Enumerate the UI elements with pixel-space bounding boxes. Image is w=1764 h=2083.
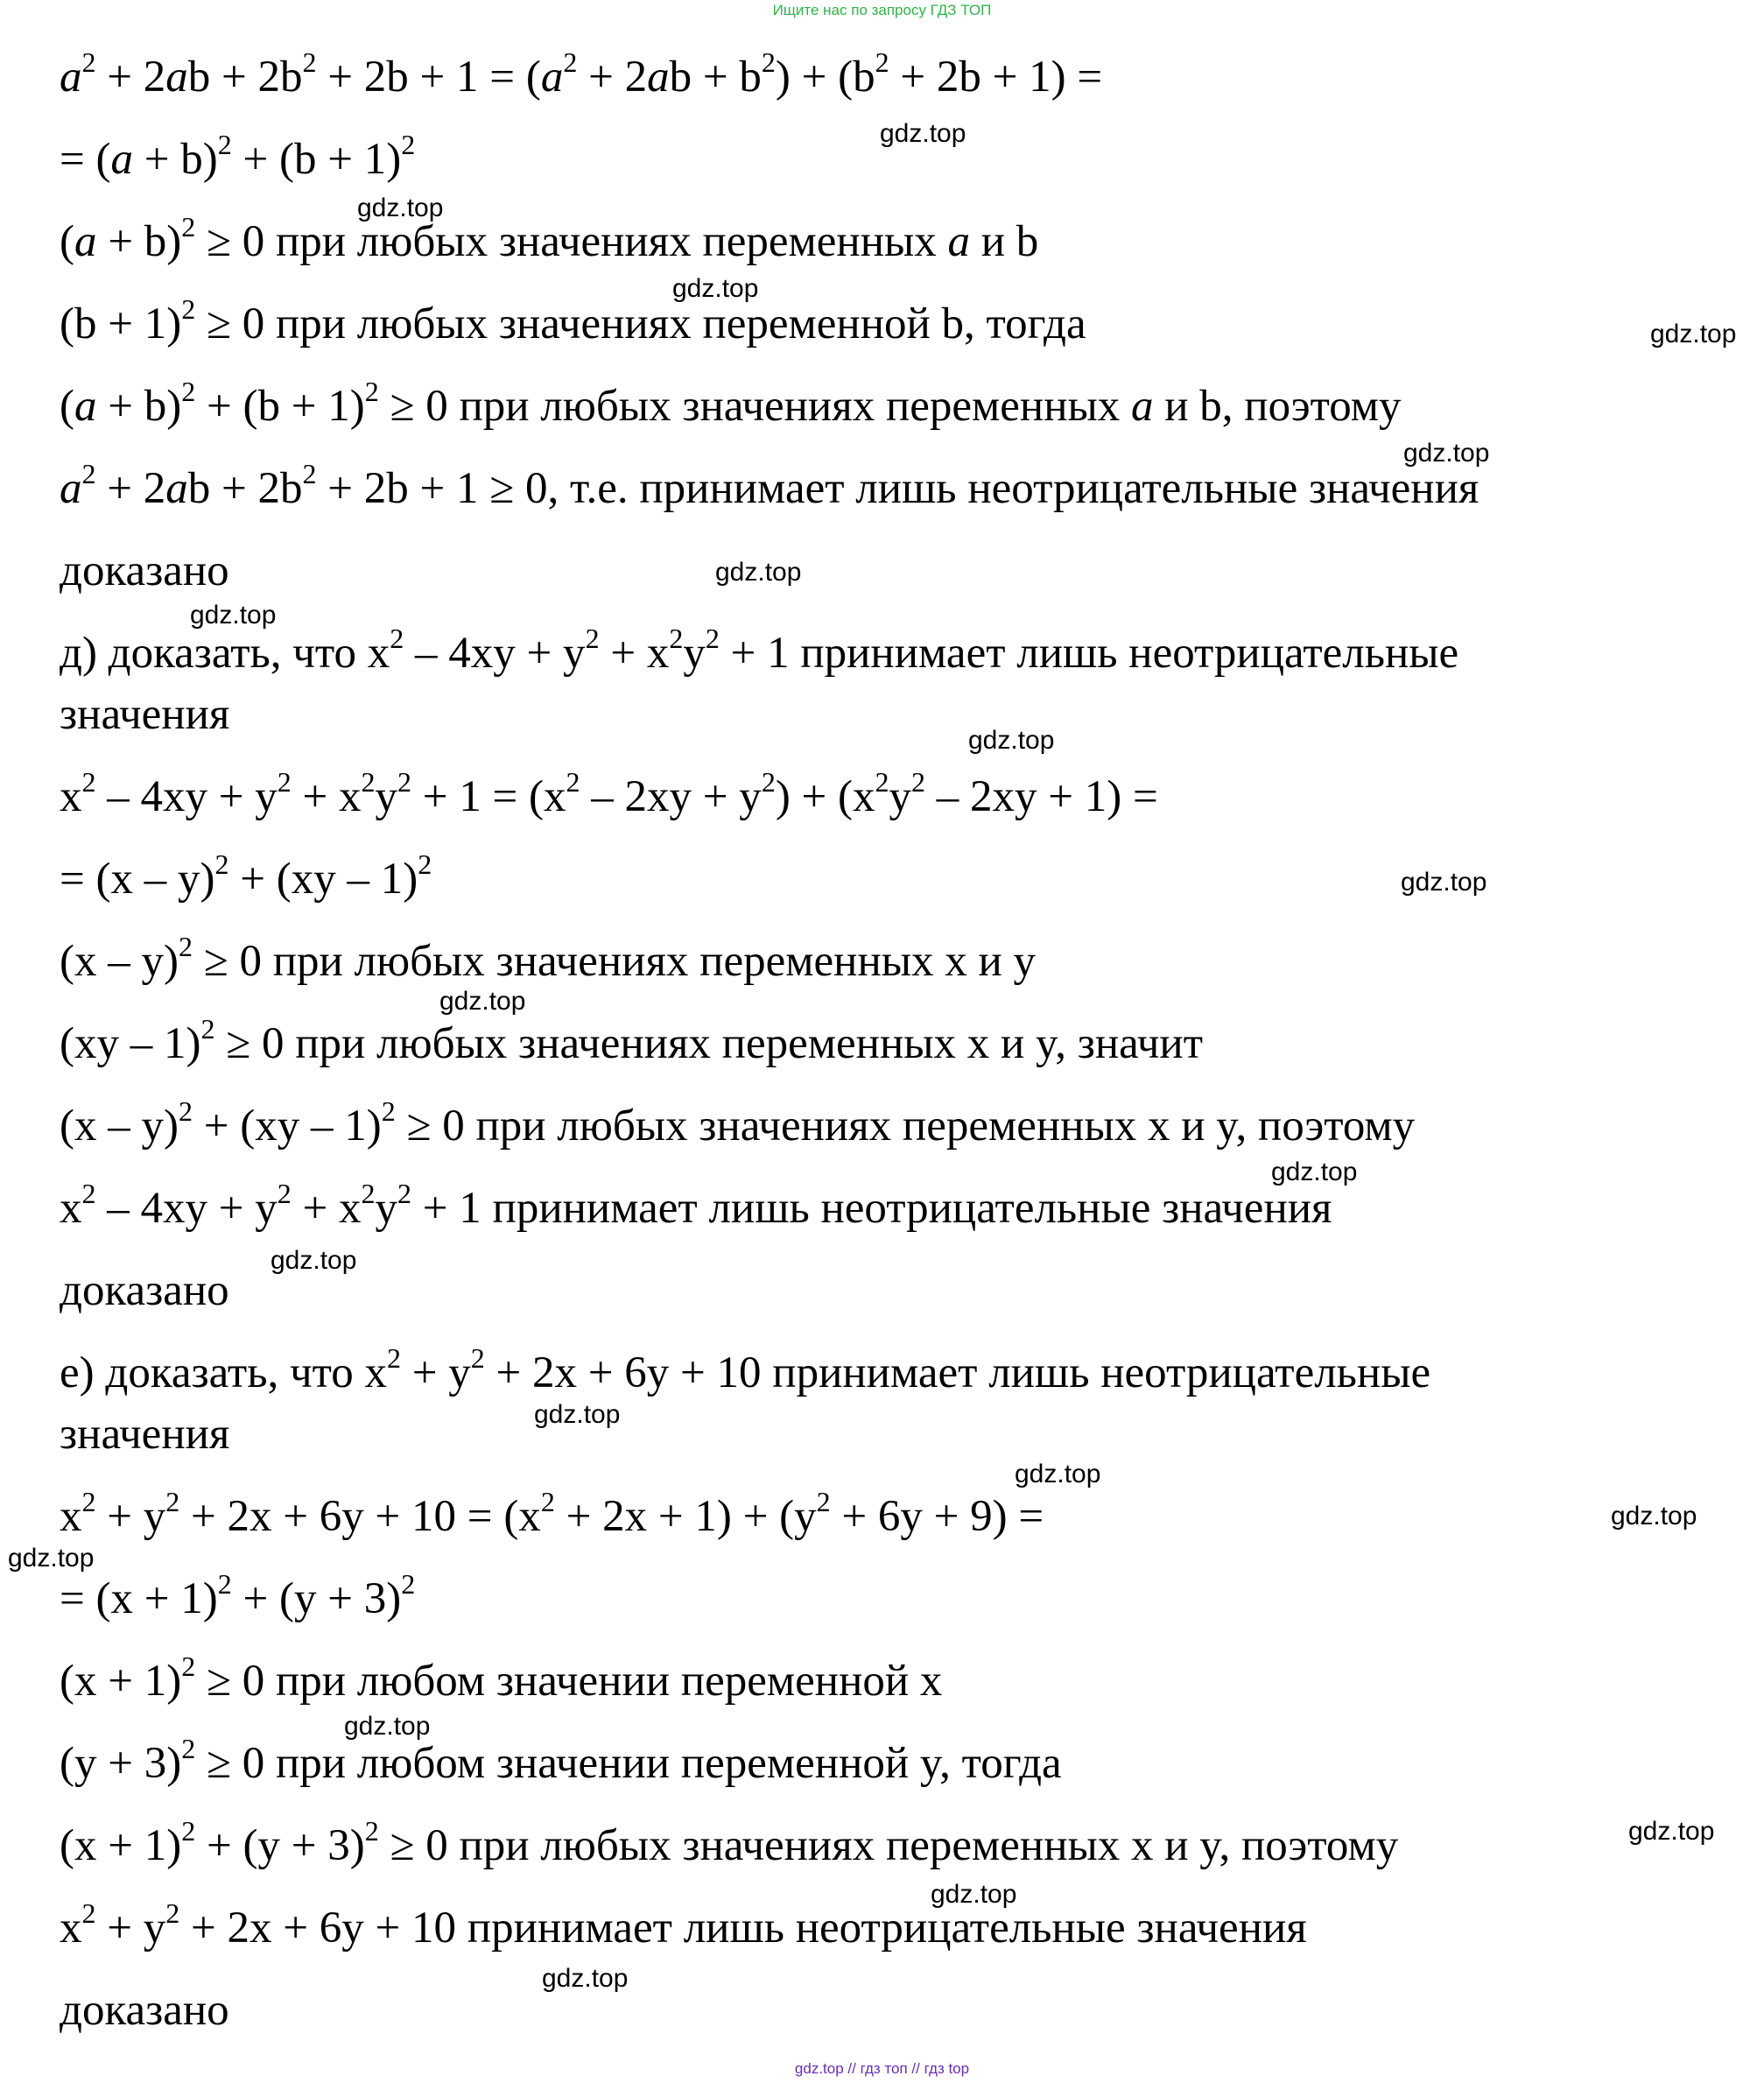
solution-line: $a^2 + 2ab + 2b^2 + 2b + 1 = (a^2 + 2ab + b^2) + (b^2 + 2b + 1)$ = bbox=[60, 46, 1103, 102]
watermark: gdz.top bbox=[542, 1964, 629, 1993]
solution-line: $a^2 + 2ab + 2b^2 + 2b + 1 \ge 0$, т.е. принимает лишь неотрицательные значения bbox=[60, 458, 1479, 513]
watermark: gdz.top bbox=[271, 1246, 357, 1275]
watermark: gdz.top bbox=[968, 726, 1055, 755]
solution-line: $(x + 1)^2 \ge 0$ при любом значении переменной x bbox=[60, 1650, 943, 1706]
solution-line: = (x – y)$^2$ + (xy – 1)$^2$ bbox=[60, 848, 432, 904]
solution-line: $(a + b)^2 \ge 0$ при любых значениях переменных a и b bbox=[60, 211, 1039, 266]
watermark: gdz.top bbox=[439, 987, 526, 1016]
watermark: gdz.top bbox=[880, 119, 966, 148]
watermark: gdz.top bbox=[1015, 1460, 1101, 1488]
solution-line: $(y + 3)^2 \ge 0$ при любом значении переменной y, тогда bbox=[60, 1733, 1062, 1788]
watermark: gdz.top bbox=[1401, 868, 1487, 897]
watermark: gdz.top bbox=[1628, 1817, 1715, 1846]
solution-line: $(b + 1)^2 \ge 0$ при любых значениях переменной b, тогда bbox=[60, 293, 1086, 348]
proof-done: доказано bbox=[60, 1986, 229, 2035]
watermark: gdz.top bbox=[1403, 439, 1490, 468]
proof-done: доказано bbox=[60, 1266, 229, 1315]
task-statement: д) доказать, что $x^2 - 4xy + y^2 + x^2y^2 + 1$ принимает лишь неотрицательные bbox=[60, 623, 1459, 678]
watermark: gdz.top bbox=[534, 1400, 621, 1429]
solution-line: = $(x + 1)^2 + (y + 3)^2$ bbox=[60, 1568, 416, 1623]
watermark: gdz.top bbox=[1271, 1158, 1358, 1186]
task-statement: значения bbox=[60, 690, 230, 739]
proof-done: доказано bbox=[60, 546, 229, 595]
watermark: gdz.top bbox=[344, 1712, 431, 1741]
search-hint-link[interactable]: Ищите нас по запросу ГДЗ ТОП bbox=[772, 2, 992, 18]
solution-line: $x^2 + y^2 + 2x + 6y + 10$ принимает лишь неотрицательные значения bbox=[60, 1897, 1307, 1953]
solution-line: (xy – 1)$^2$ ≥ 0 при любых значениях переменных x и y, значит bbox=[60, 1013, 1203, 1068]
solution-line: $x^2 + y^2 + 2x + 6y + 10 = (x^2 + 2x + 1) + (y^2 + 6y + 9)$ = bbox=[60, 1486, 1044, 1541]
watermark: gdz.top bbox=[357, 194, 444, 222]
watermark: gdz.top bbox=[1611, 1502, 1697, 1531]
solution-line: $x^2 - 4xy + y^2 + x^2y^2 + 1$ принимает лишь неотрицательные значения bbox=[60, 1178, 1332, 1233]
solution-line: (x – y)$^2$ ≥ 0 при любых значениях переменных x и y bbox=[60, 931, 1037, 986]
watermark: gdz.top bbox=[715, 558, 802, 587]
watermark: gdz.top bbox=[1650, 320, 1737, 348]
watermark: gdz.top bbox=[190, 601, 277, 630]
solution-line: $(x + 1)^2 + (y + 3)^2 \ge 0$ при любых значениях переменных x и y, поэтому bbox=[60, 1815, 1399, 1870]
watermark: gdz.top bbox=[672, 274, 759, 303]
solution-line: (x – y)$^2$ + (xy – 1)$^2$ ≥ 0 при любых значениях переменных x и y, поэтому bbox=[60, 1095, 1416, 1151]
task-statement: е) доказать, что $x^2 + y^2 + 2x + 6y + 10$ принимает лишь неотрицательные bbox=[60, 1342, 1431, 1397]
task-statement: значения bbox=[60, 1410, 230, 1459]
solution-line: $x^2 - 4xy + y^2 + x^2y^2 + 1 = (x^2 - 2xy + y^2) + (x^2y^2 - 2xy + 1)$ = bbox=[60, 766, 1158, 821]
solution-line: $(a + b)^2 + (b + 1)^2 \ge 0$ при любых значениях переменных a и b, поэтому bbox=[60, 376, 1402, 431]
watermark: gdz.top bbox=[8, 1544, 95, 1573]
footer-links[interactable]: gdz.top // гдз топ // гдз top bbox=[794, 2060, 970, 2077]
solution-line: = $(a + b)^2 + (b + 1)^2$ bbox=[60, 129, 416, 184]
watermark: gdz.top bbox=[931, 1880, 1017, 1909]
